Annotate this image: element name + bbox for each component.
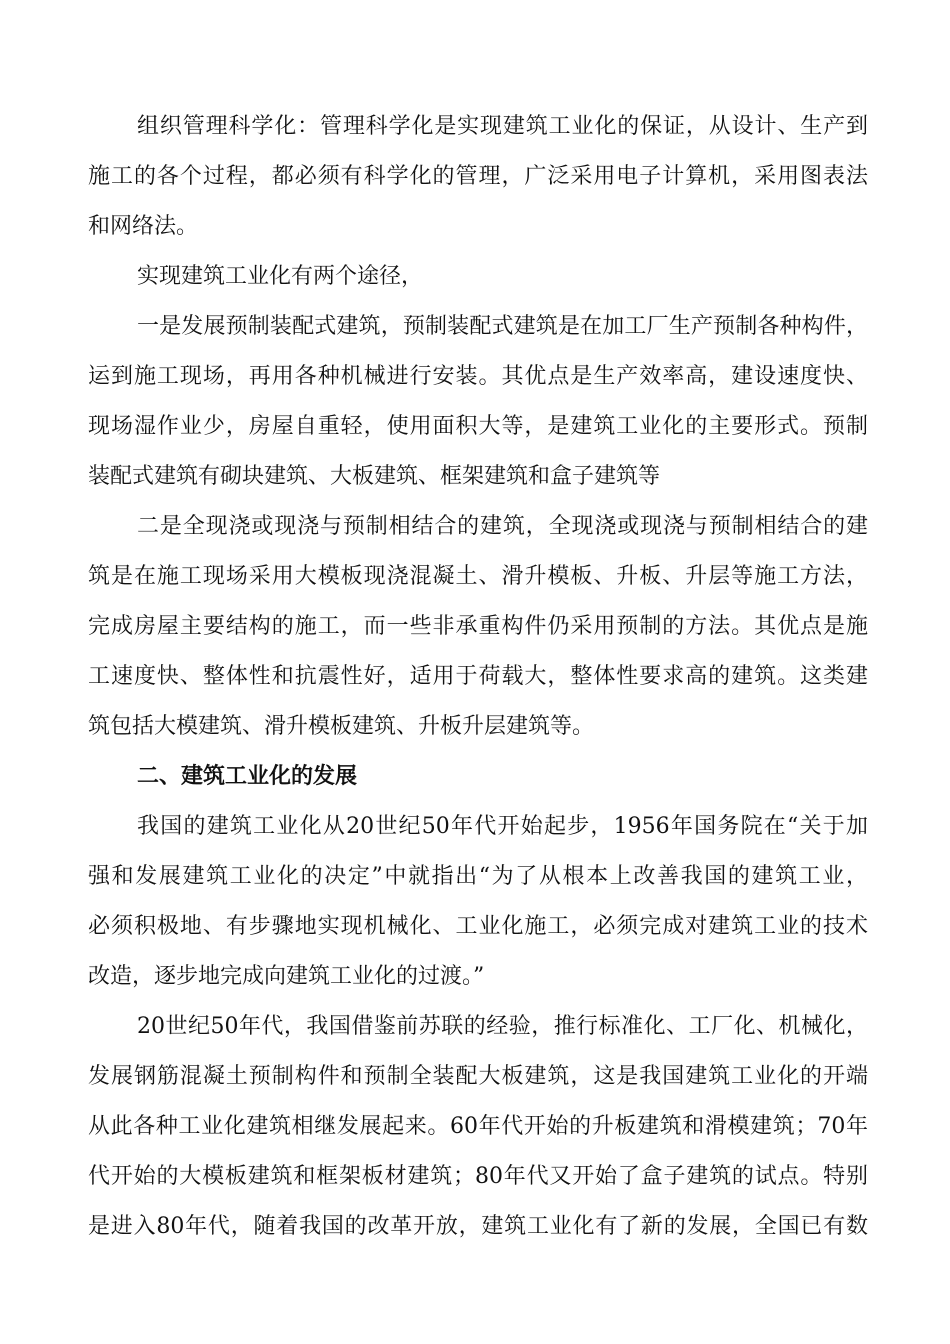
text-line: 我国的建筑工业化从20世纪50年代开始起步，1956年国务院在“关于加 [137,814,868,839]
text-line: 工速度快、整体性和抗震性好，适用于荷载大，整体性要求高的建筑。这类建 [88,664,868,689]
text-line: 实现建筑工业化有两个途径， [137,264,424,289]
text-line: 运到施工现场，再用各种机械进行安装。其优点是生产效率高，建设速度快、 [88,364,868,389]
text-line: 改造，逐步地完成向建筑工业化的过渡。” [88,964,485,989]
text-line: 施工的各个过程，都必须有科学化的管理，广泛采用电子计算机，采用图表法 [88,164,868,189]
text-line: 完成房屋主要结构的施工，而一些非承重构件仍采用预制的方法。其优点是施 [88,614,868,639]
text-line: 筑是在施工现场采用大模板现浇混凝土、滑升模板、升板、升层等施工方法， [88,564,868,589]
text-line: 代开始的大模板建筑和框架板材建筑；80年代又开始了盒子建筑的试点。特别 [88,1164,868,1189]
text-line: 从此各种工业化建筑相继发展起来。60年代开始的升板建筑和滑模建筑；70年 [88,1114,868,1139]
text-line: 筑包括大模建筑、滑升模板建筑、升板升层建筑等。 [88,714,595,739]
text-line: 装配式建筑有砌块建筑、大板建筑、框架建筑和盒子建筑等 [88,464,661,489]
text-line: 20世纪50年代，我国借鉴前苏联的经验，推行标准化、工厂化、机械化， [137,1014,868,1039]
text-line: 必须积极地、有步骤地实现机械化、工业化施工，必须完成对建筑工业的技术 [88,914,868,939]
text-line: 是进入80年代，随着我国的改革开放，建筑工业化有了新的发展，全国已有数 [88,1214,868,1239]
section-heading: 二、建筑工业化的发展 [137,764,358,789]
text-line: 现场湿作业少，房屋自重轻，使用面积大等，是建筑工业化的主要形式。预制 [88,414,868,439]
text-line: 二是全现浇或现浇与预制相结合的建筑，全现浇或现浇与预制相结合的建 [137,514,868,539]
text-line: 强和发展建筑工业化的决定”中就指出“为了从根本上改善我国的建筑工业， [88,864,868,889]
text-line: 组织管理科学化：管理科学化是实现建筑工业化的保证，从设计、生产到 [137,114,868,139]
text-line: 和网络法。 [88,214,199,239]
text-line: 发展钢筋混凝土预制构件和预制全装配大板建筑，这是我国建筑工业化的开端 [88,1064,868,1089]
text-line: 一是发展预制装配式建筑，预制装配式建筑是在加工厂生产预制各种构件， [137,314,868,339]
